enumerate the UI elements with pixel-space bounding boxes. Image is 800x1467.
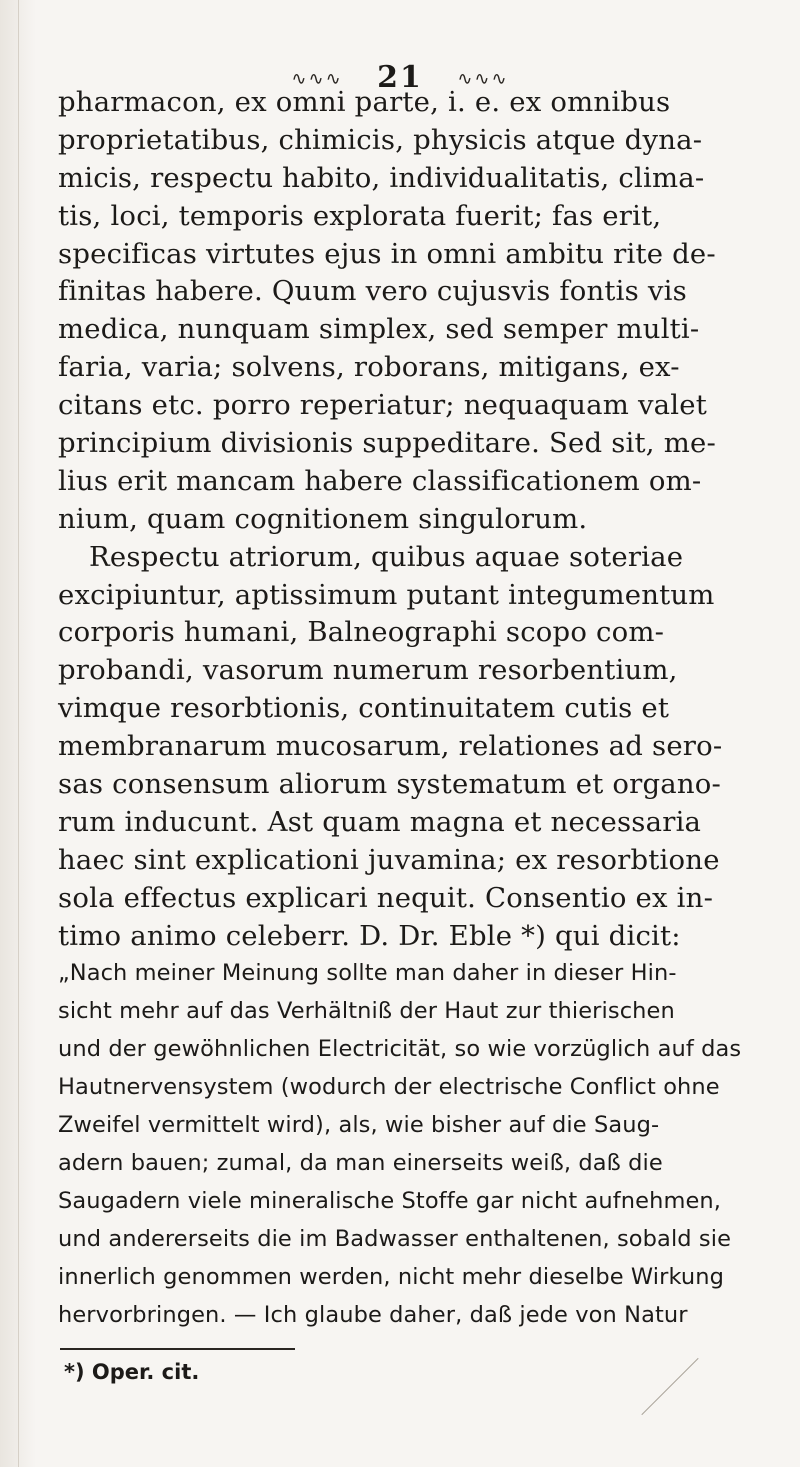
text-line: faria, varia; solvens, roborans, mitigans, ex- <box>58 351 680 384</box>
text-line: lius erit mancam habere classificationem om- <box>58 464 702 497</box>
quotation-line: Hautnervensystem (wodurch der electrische Conflict ohne <box>58 1074 720 1101</box>
header-ornament-right: ∿∿∿ <box>457 68 509 90</box>
page-corner-mark <box>641 1358 698 1415</box>
text-line: pharmacon, ex omni parte, i. e. ex omnibus <box>58 86 671 118</box>
quotation-line: und der gewöhnlichen Electricität, so wie vorzüglich auf das <box>58 1036 742 1063</box>
text-line: proprietatibus, chimicis, physicis atque dyna- <box>58 123 703 156</box>
quotation-line: adern bauen; zumal, da man einerseits weiß, daß die <box>58 1149 663 1176</box>
text-line: sas consensum aliorum systematum et organo- <box>58 768 722 801</box>
body-text <box>58 84 770 1334</box>
header-ornament-left: ∿∿∿ <box>291 68 343 90</box>
text-line: citans etc. porro reperiatur; nequaquam valet <box>58 389 707 422</box>
quotation-line: sicht mehr auf das Verhältniß der Haut zur thierischen <box>58 998 675 1025</box>
text-line: sola effectus explicari nequit. Consentio ex in- <box>58 881 714 914</box>
quotation-line: „Nach meiner Meinung sollte man daher in dieser Hin- <box>58 960 677 987</box>
text-line: haec sint explicationi juvamina; ex resorbtione <box>58 843 720 876</box>
gutter-line <box>18 0 19 1467</box>
paragraph-start-line: Respectu atriorum, quibus aquae soteriae <box>89 540 684 573</box>
text-line: nium, quam cognitionem singulorum. <box>58 502 588 535</box>
text-line: timo animo celeberr. D. Dr. Eble *) qui dicit: <box>58 919 681 952</box>
quotation-line: Saugadern viele mineralische Stoffe gar nicht aufnehmen, <box>58 1187 722 1214</box>
text-line: tis, loci, temporis explorata fuerit; fas erit, <box>58 199 662 232</box>
text-line: finitas habere. Quum vero cujusvis fontis vis <box>58 275 687 308</box>
text-line: specificas virtutes ejus in omni ambitu rite de- <box>58 237 716 270</box>
quotation-line: hervorbringen. — Ich glaube daher, daß jede von Natur <box>58 1301 688 1328</box>
footnote-rule <box>60 1348 295 1350</box>
quotation-line: innerlich genommen werden, nicht mehr dieselbe Wirkung <box>58 1263 724 1290</box>
text-line: excipiuntur, aptissimum putant integumentum <box>58 578 715 611</box>
text-line: corporis humani, Balneographi scopo com- <box>58 616 665 649</box>
page-number: 21 <box>377 60 423 95</box>
text-line: vimque resorbtionis, continuitatem cutis et <box>58 692 670 725</box>
footnote: *) Oper. cit. <box>64 1360 200 1384</box>
text-line: rum inducunt. Ast quam magna et necessaria <box>58 805 702 838</box>
text-line: medica, nunquam simplex, sed semper multi- <box>58 313 700 346</box>
text-line: micis, respectu habito, individualitatis, clima- <box>58 161 705 194</box>
quotation-line: und andererseits die im Badwasser enthaltenen, sobald sie <box>58 1225 732 1252</box>
quotation-line: Zweifel vermittelt wird), als, wie bisher auf die Saug- <box>58 1112 660 1139</box>
text-line: principium divisionis suppeditare. Sed sit, me- <box>58 427 716 460</box>
text-line: membranarum mucosarum, relationes ad sero- <box>58 730 723 763</box>
text-line: probandi, vasorum numerum resorbentium, <box>58 654 678 687</box>
